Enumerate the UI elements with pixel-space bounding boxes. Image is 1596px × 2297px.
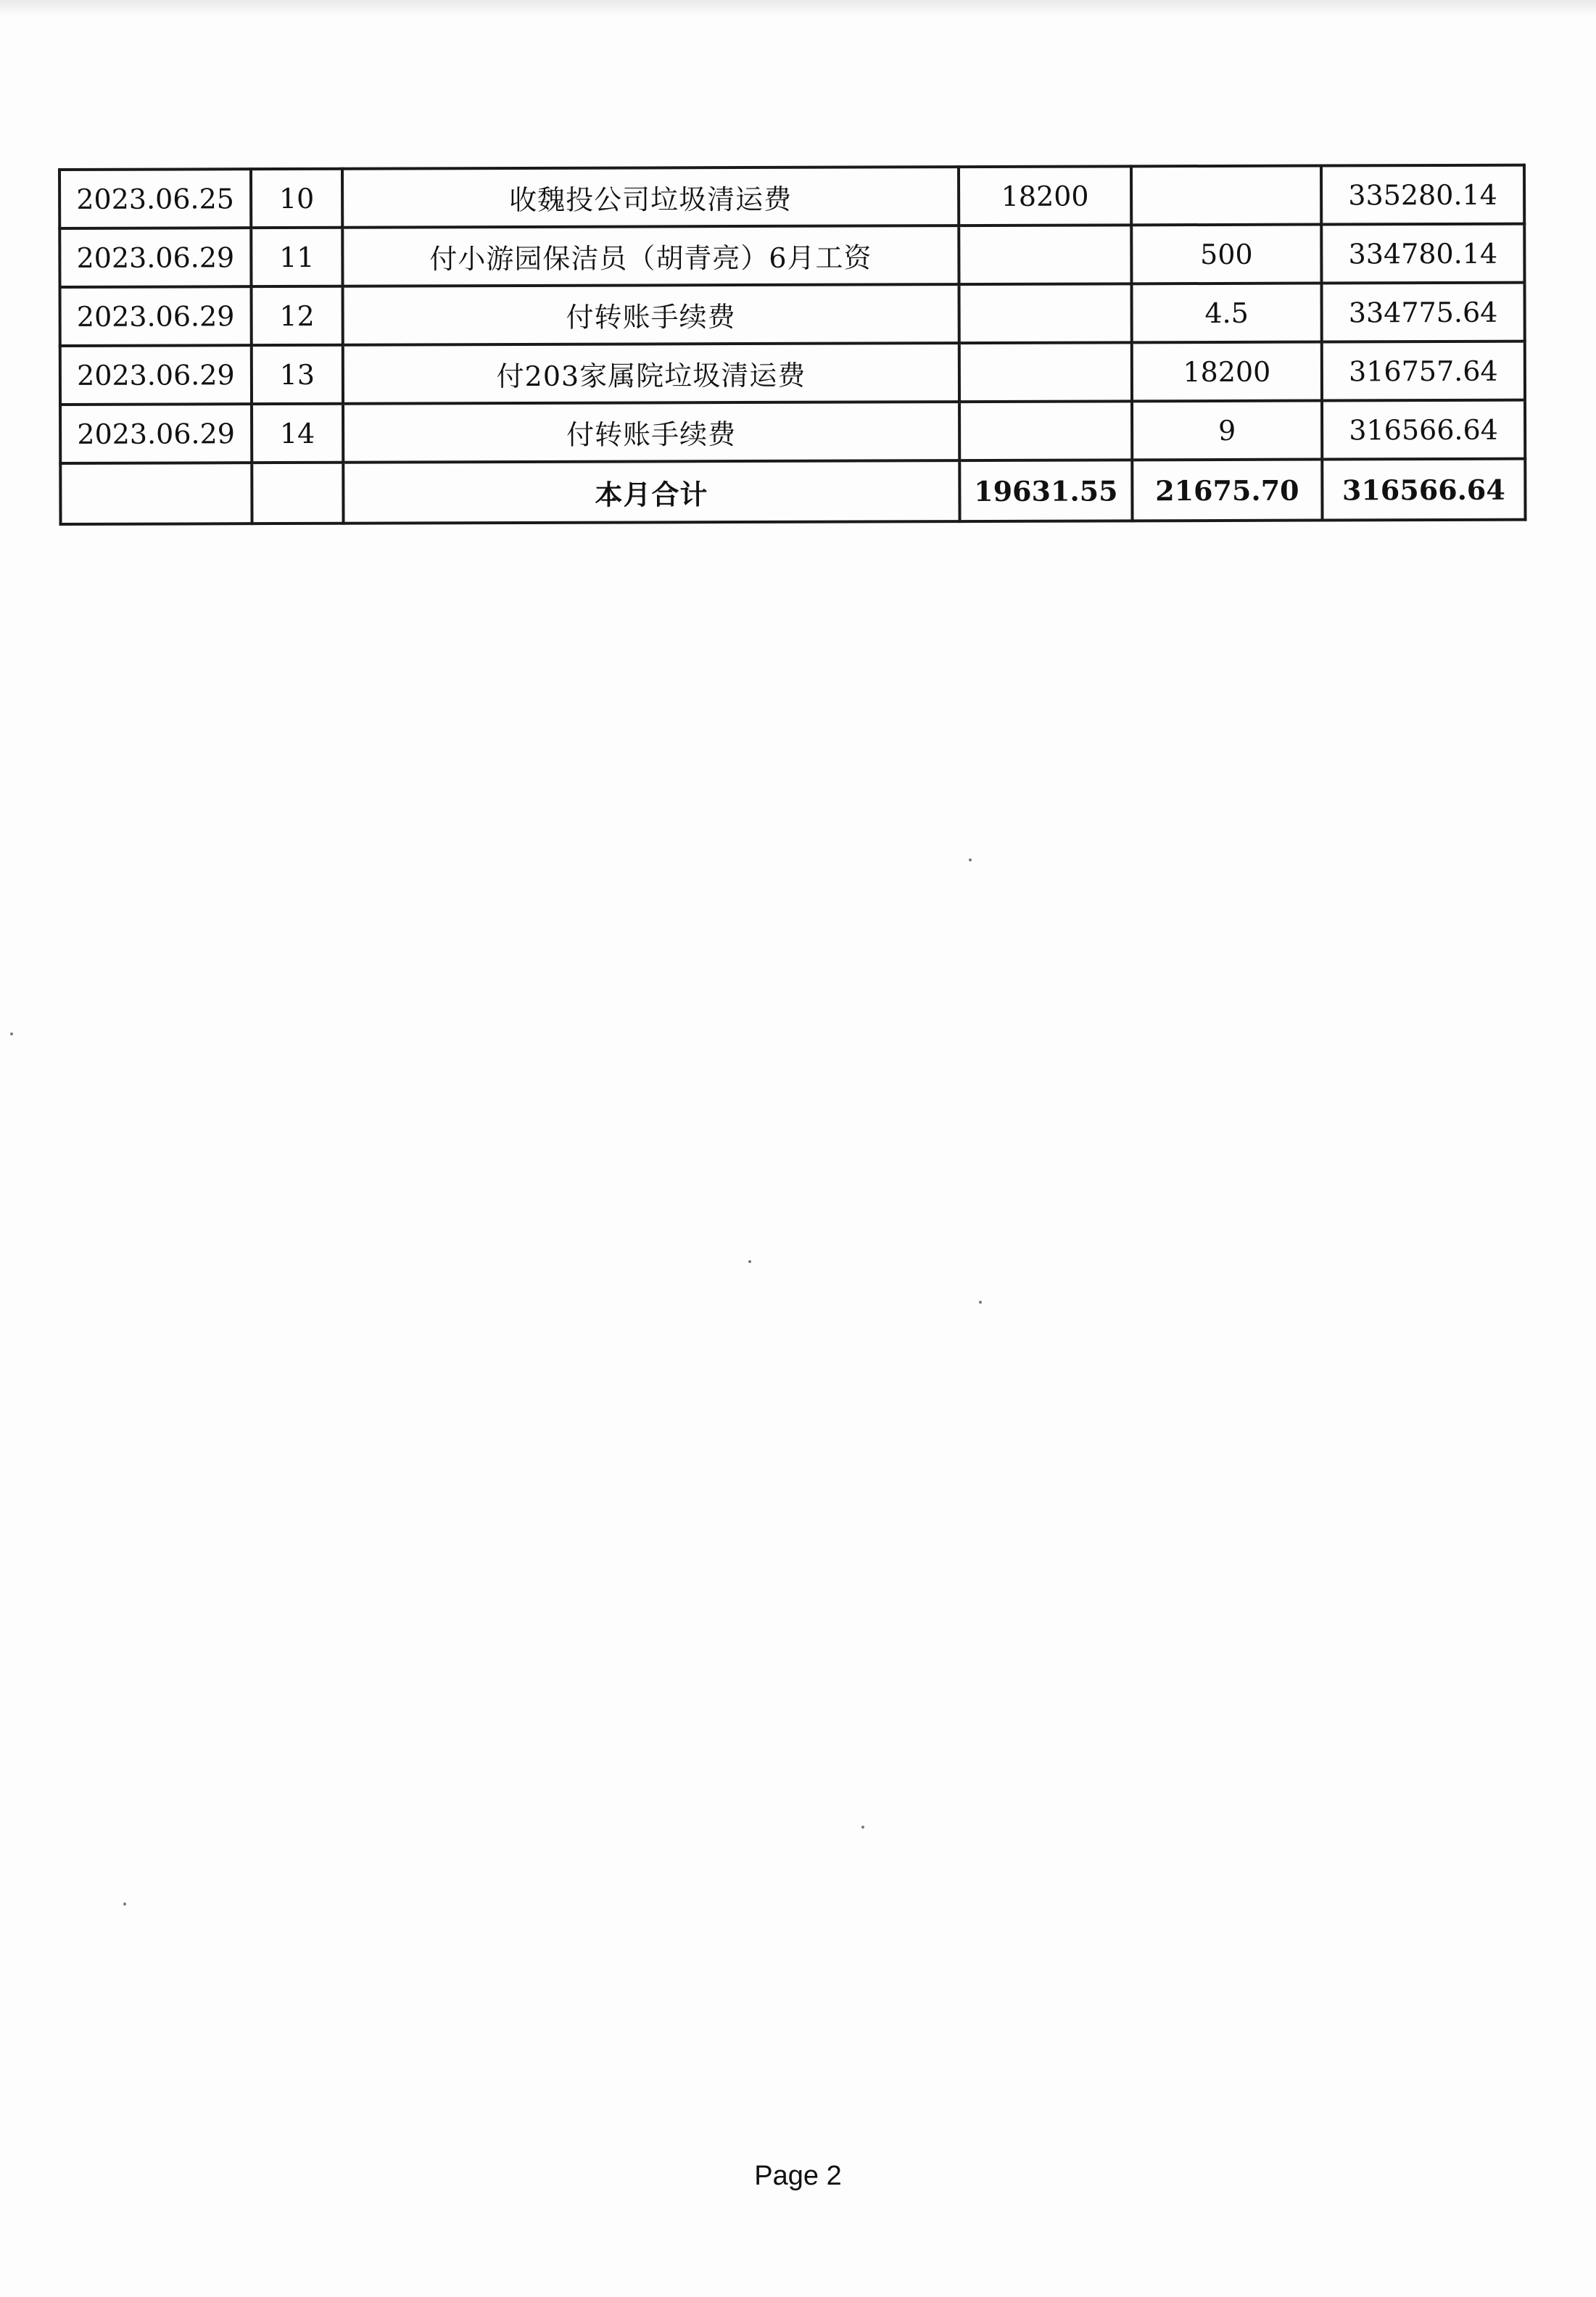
page-number: Page 2 xyxy=(754,2161,842,2191)
date-cell: 2023.06.25 xyxy=(59,169,251,228)
voucher-no-cell: 14 xyxy=(252,404,343,463)
total-label: 本月合计 xyxy=(343,460,959,523)
balance-cell: 316566.64 xyxy=(1322,400,1525,460)
scan-edge-shadow xyxy=(0,0,1596,16)
description-cell: 付转账手续费 xyxy=(343,284,959,345)
date-cell: 2023.06.29 xyxy=(60,286,252,346)
date-cell: 2023.06.29 xyxy=(60,404,252,463)
debit-cell xyxy=(959,401,1132,460)
date-cell xyxy=(60,463,252,524)
debit-cell xyxy=(959,225,1131,284)
scan-speck xyxy=(969,858,972,861)
scan-speck xyxy=(979,1301,982,1304)
total-debit: 19631.55 xyxy=(959,460,1132,521)
table-row xyxy=(60,342,1525,405)
voucher-no-cell xyxy=(252,463,343,523)
credit-cell: 18200 xyxy=(1132,342,1322,402)
credit-cell: 4.5 xyxy=(1132,283,1322,343)
voucher-no-cell: 12 xyxy=(252,286,343,345)
debit-cell xyxy=(959,283,1132,343)
voucher-no-cell: 10 xyxy=(251,169,342,228)
table-row xyxy=(60,400,1525,463)
table-row xyxy=(59,224,1524,287)
voucher-no-cell: 11 xyxy=(251,228,342,286)
scan-speck xyxy=(861,1826,864,1829)
date-cell: 2023.06.29 xyxy=(60,345,252,405)
debit-cell: 18200 xyxy=(959,166,1131,225)
balance-cell: 334780.14 xyxy=(1321,224,1524,283)
voucher-no-cell: 13 xyxy=(252,345,343,404)
balance-cell: 316757.64 xyxy=(1322,342,1525,401)
credit-cell: 9 xyxy=(1132,401,1322,460)
description-cell: 付小游园保洁员（胡青亮）6月工资 xyxy=(342,225,959,286)
table-row xyxy=(60,283,1525,346)
total-balance: 316566.64 xyxy=(1322,459,1525,521)
description-cell: 付转账手续费 xyxy=(343,402,959,463)
scan-speck xyxy=(748,1260,751,1263)
date-cell: 2023.06.29 xyxy=(59,228,251,287)
ledger-table xyxy=(58,164,1527,526)
credit-cell xyxy=(1131,166,1321,225)
total-row xyxy=(60,459,1525,524)
scan-speck xyxy=(10,1032,13,1035)
debit-cell xyxy=(959,342,1132,402)
scan-speck xyxy=(123,1903,126,1905)
balance-cell: 335280.14 xyxy=(1321,165,1524,225)
table-row xyxy=(59,165,1524,228)
description-cell: 付203家属院垃圾清运费 xyxy=(343,343,959,404)
total-credit: 21675.70 xyxy=(1132,460,1322,521)
balance-cell: 334775.64 xyxy=(1322,283,1525,342)
credit-cell: 500 xyxy=(1131,225,1321,284)
description-cell: 收魏投公司垃圾清运费 xyxy=(342,167,959,228)
